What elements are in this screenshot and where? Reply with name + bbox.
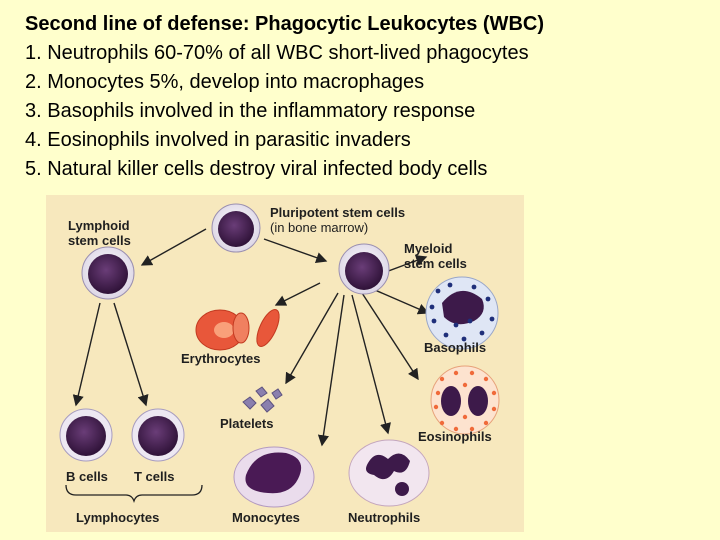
slide-heading: Second line of defense: Phagocytic Leukocytes (WBC) <box>25 13 544 35</box>
pluripotent-sublabel: (in bone marrow) <box>270 220 369 235</box>
basophils-label: Basophils <box>424 340 487 355</box>
slide-text <box>25 10 715 184</box>
eosinophils-label: Eosinophils <box>418 429 492 444</box>
list-item: 2. Monocytes 5%, develop into macrophages <box>25 71 425 93</box>
b-cell <box>60 409 112 461</box>
t-cells-label: T cells <box>134 469 175 484</box>
erythrocytes-cells <box>196 306 284 350</box>
diagram-svg <box>46 195 524 532</box>
pluripotent-label: Pluripotent stem cells <box>270 205 406 220</box>
list-item: 3. Basophils involved in the inflammatory response <box>25 100 476 122</box>
myeloid-label: Myeloid <box>404 241 453 256</box>
t-cell <box>132 409 184 461</box>
lymphoid-label: Lymphoid <box>68 218 130 233</box>
lymphoid-stem-cell <box>82 247 134 299</box>
erythrocytes-label: Erythrocytes <box>181 351 261 366</box>
platelets-label: Platelets <box>220 416 274 431</box>
lymphocytes-label: Lymphocytes <box>76 510 160 525</box>
pluripotent-stem-cell <box>212 204 260 252</box>
list-item: 4. Eosinophils involved in parasitic invaders <box>25 129 411 151</box>
neutrophils-label: Neutrophils <box>348 510 421 525</box>
list-item: 1. Neutrophils 60-70% of all WBC short-lived phagocytes <box>25 42 529 64</box>
monocytes-label: Monocytes <box>232 510 300 525</box>
neutrophil-cell <box>349 440 429 506</box>
monocyte-cell <box>234 447 314 507</box>
lymphoid-sublabel: stem cells <box>68 233 131 248</box>
hematopoiesis-diagram <box>46 195 524 532</box>
myeloid-stem-cell <box>339 244 389 294</box>
list-item: 5. Natural killer cells destroy viral infected body cells <box>25 158 488 180</box>
b-cells-label: B cells <box>66 469 108 484</box>
myeloid-sublabel: stem cells <box>404 256 467 271</box>
platelets-cells <box>243 387 282 412</box>
lymphocytes-brace <box>66 485 202 501</box>
